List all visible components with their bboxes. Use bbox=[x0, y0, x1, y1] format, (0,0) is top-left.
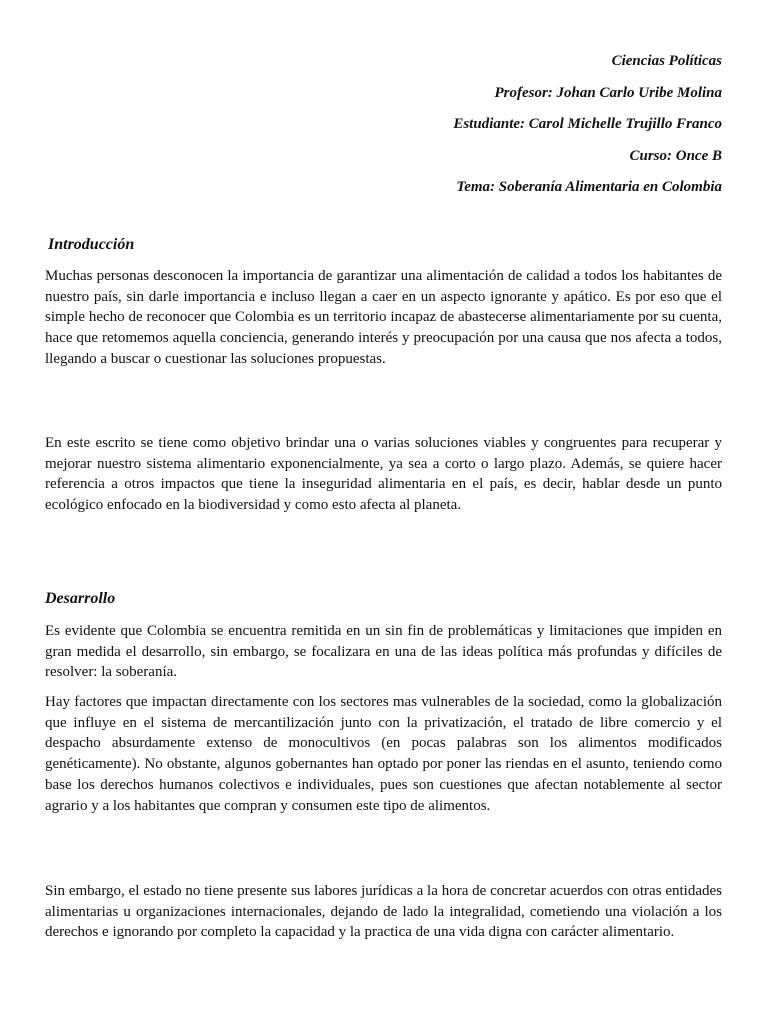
header-topic: Tema: Soberanía Alimentaria en Colombia bbox=[456, 179, 722, 195]
header-subject: Ciencias Políticas bbox=[611, 53, 722, 69]
header-student: Estudiante: Carol Michelle Trujillo Franco bbox=[453, 116, 722, 132]
development-paragraph-1: Es evidente que Colombia se encuentra remitida en un sin fin de problemáticas y limitaciones que impiden en gran medida el desarrollo, sin embargo, se focalizara en una de las ideas política más profundas y difíciles de resolver: la soberanía. bbox=[45, 623, 722, 681]
header-course: Curso: Once B bbox=[629, 147, 722, 164]
header-teacher: Profesor: Johan Carlo Uribe Molina bbox=[494, 84, 722, 101]
introduction-paragraph-1: Muchas personas desconocen la importancia de garantizar una alimentación de calidad a todos los habitantes de nuestro país, sin darle importancia e incluso llegan a caer en un aspecto ignorante y apático. Es por eso que el simple hecho de reconocer que Colombia es un territorio incapaz de abastecerse alimentariamente por su cuenta, hace que retomemos aquella conciencia, generando interés y preocupación por una causa que nos afecta a todos, llegando a buscar o cuestionar las soluciones propuestas. bbox=[45, 268, 722, 367]
development-heading: Desarrollo bbox=[45, 590, 116, 607]
introduction-heading: Introducción bbox=[48, 236, 135, 253]
development-paragraph-3: Sin embargo, el estado no tiene presente sus labores jurídicas a la hora de concretar acuerdos con otras entidades alimentarias u organizaciones internacionales, dejando de lado la integralidad, cometiendo una violación a los derechos e ignorando por completo la capacidad y la practica de una vida digna con carácter alimentario. bbox=[45, 883, 722, 941]
introduction-paragraph-2: En este escrito se tiene como objetivo brindar una o varias soluciones viables y congruentes para recuperar y mejorar nuestro sistema alimentario exponencialmente, ya sea a corto o largo plazo. Además, se quiere hacer referencia a otros impactos que tiene la inseguridad alimentaria en el país, es decir, hablar desde un punto ecológico enfocado en la biodiversidad y como esto afecta al planeta. bbox=[45, 435, 722, 514]
development-paragraph-2: Hay factores que impactan directamente con los sectores mas vulnerables de la sociedad, como la globalización que influye en el sistema de mercantilización junto con la privatización, el tratado de libre comercio y el despacho absurdamente extenso de monocultivos (en pocas palabras son los alimentos modificados genéticamente). No obstante, algunos gobernantes han optado por poner las riendas en el asunto, teniendo como base los derechos humanos colectivos e individuales, pues son cuestiones que afectan notablemente al sector agrario y a los habitantes que compran y consumen este tipo de alimentos. bbox=[45, 694, 722, 814]
document-header bbox=[453, 46, 722, 204]
